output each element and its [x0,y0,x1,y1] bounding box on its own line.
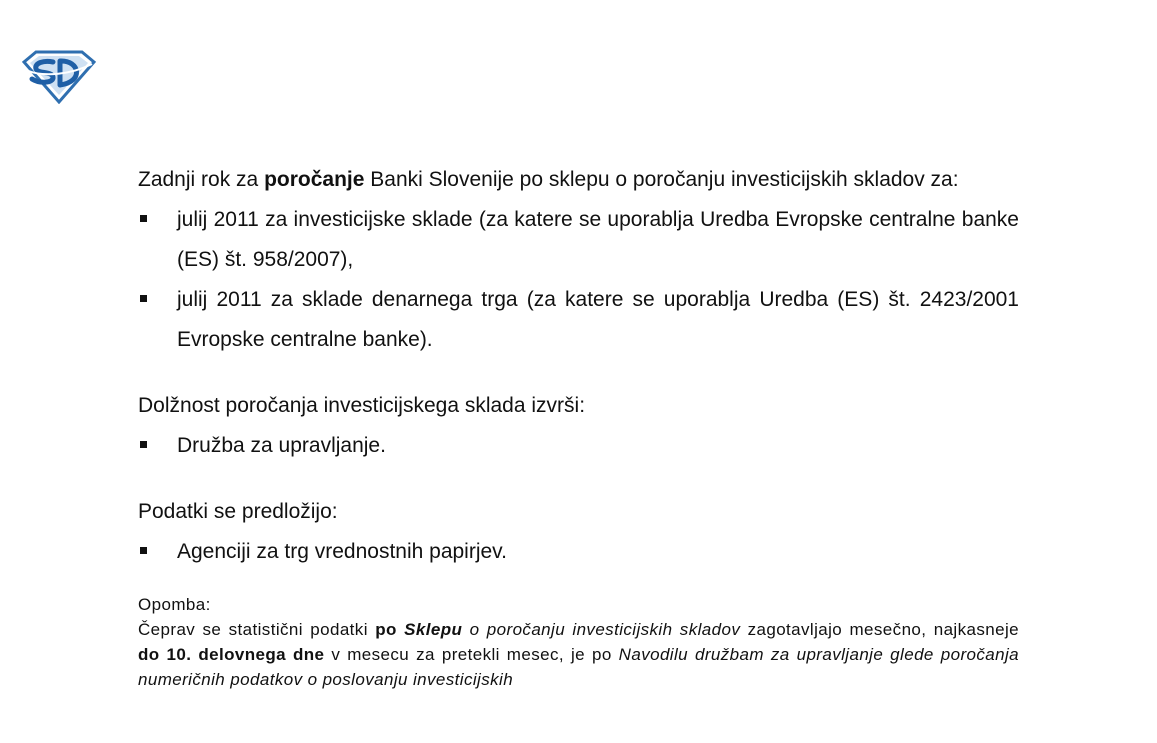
list-item-text: julij 2011 za investicijske sklade (za katere se uporablja Uredba Evropske centralne banke (ES) št. 958/2007), [177,208,1019,271]
note-bold-italic: Sklepu [404,620,463,639]
note-block [138,592,1019,692]
list-item [138,532,1019,572]
list-item-text: Agenciji za trg vrednostnih papirjev. [177,540,507,563]
list-item [138,426,1019,466]
intro-bold: poročanje [264,168,365,191]
bullet-icon [140,295,147,302]
document-body [138,160,1019,692]
list-item [138,280,1019,360]
note-bold: po [375,620,397,639]
bullet-icon [140,215,147,222]
intro-text-rest: Banki Slovenije po sklepu o poročanju investicijskih skladov za: [364,168,959,191]
note-label: Opomba: [138,595,211,614]
list-item [138,200,1019,280]
note-span: zagotavljajo mesečno, najkasneje [740,620,1020,639]
list-item-text: julij 2011 za sklade denarnega trga (za katere se uporablja Uredba (ES) št. 2423/2001 Evropske centralne banke). [177,288,1019,351]
responsibility-list [138,426,1019,466]
section-heading: Dolžnost poročanja investicijskega sklada izvrši: [138,394,586,417]
intro-paragraph [138,160,1019,200]
note-span: v mesecu za pretekli mesec, je po [324,645,619,664]
deadline-list [138,200,1019,360]
note-italic: o poročanju investicijskih skladov [462,620,741,639]
list-item-text: Družba za upravljanje. [177,434,386,457]
note-bold: do 10. delovnega dne [138,645,325,664]
recipient-list [138,532,1019,572]
intro-text: Zadnji rok za [138,168,265,191]
note-italic: Navodilu družbam za upravljanje glede poročanja numeričnih podatkov o poslovanju investicijskih [138,645,1020,689]
bullet-icon [140,547,147,554]
section-heading: Podatki se predložijo: [138,500,338,523]
bullet-icon [140,441,147,448]
note-span: Čeprav se statistični podatki [138,620,376,639]
sd-logo-icon [22,48,96,104]
note-text [138,617,1019,692]
